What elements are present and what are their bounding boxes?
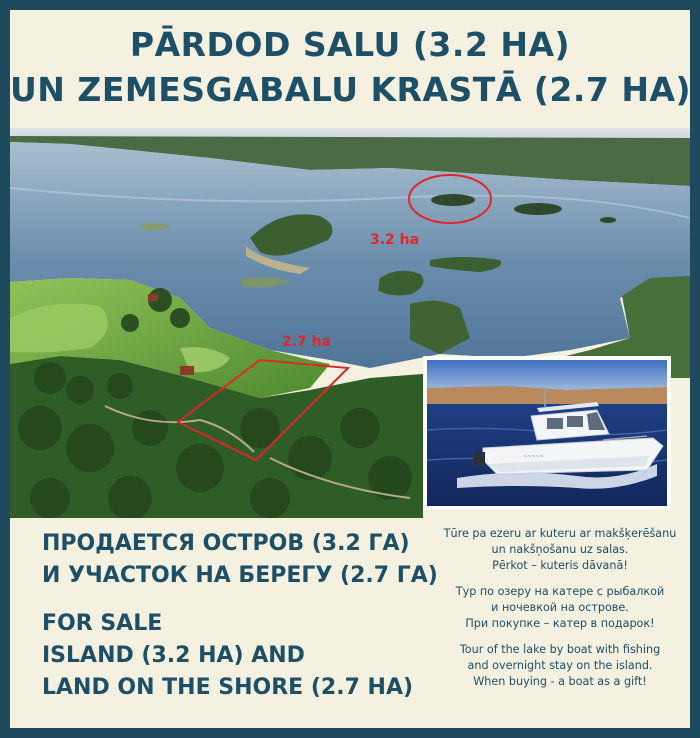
island-area-label: 3.2 ha <box>370 232 420 248</box>
poster <box>10 10 690 728</box>
offer-latvian-line: Pērkot – kuteris dāvanā! <box>492 559 628 572</box>
offer-latvian-line: un nakšņošanu uz salas. <box>491 543 629 556</box>
russian-title-line-2: И УЧАСТОК НА БЕРЕГУ (2.7 ГА) <box>42 563 438 588</box>
offer-english-line: When buying - a boat as a gift! <box>473 675 647 688</box>
russian-title <box>42 528 438 592</box>
offer-russian-line: При покупке – катер в подарок! <box>465 617 655 630</box>
svg-text:~~~~~: ~~~~~ <box>523 454 544 460</box>
headline-line-1: PĀRDOD SALU (3.2 HA) <box>129 25 571 64</box>
boat-illustration <box>427 360 667 506</box>
boat-photo-inset <box>423 356 671 510</box>
offer-russian-line: Тур по озеру на катере с рыбалкой <box>455 585 665 598</box>
english-title <box>42 608 413 704</box>
english-title-line-3: LAND ON THE SHORE (2.7 HA) <box>42 675 414 700</box>
offer-latvian <box>438 526 682 574</box>
offer-russian <box>438 584 682 632</box>
offer-latvian-line: Tūre pa ezeru ar kuteru ar makšķerēšanu <box>443 527 677 540</box>
land-area-label: 2.7 ha <box>282 334 332 350</box>
offer-russian-line: и ночевкой на острове. <box>491 601 629 614</box>
boat-offer-text <box>438 526 682 700</box>
offer-english <box>438 642 682 690</box>
russian-title-line-1: ПРОДАЕТСЯ ОСТРОВ (3.2 ГА) <box>42 531 410 556</box>
headline-line-2: UN ZEMESGABALU KRASTĀ (2.7 HA) <box>10 70 692 109</box>
english-title-line-1: FOR SALE <box>42 611 163 636</box>
offer-english-line: Tour of the lake by boat with fishing <box>459 643 661 656</box>
headline <box>10 22 690 112</box>
offer-english-line: and overnight stay on the island. <box>467 659 653 672</box>
english-title-line-2: ISLAND (3.2 HA) AND <box>42 643 305 668</box>
